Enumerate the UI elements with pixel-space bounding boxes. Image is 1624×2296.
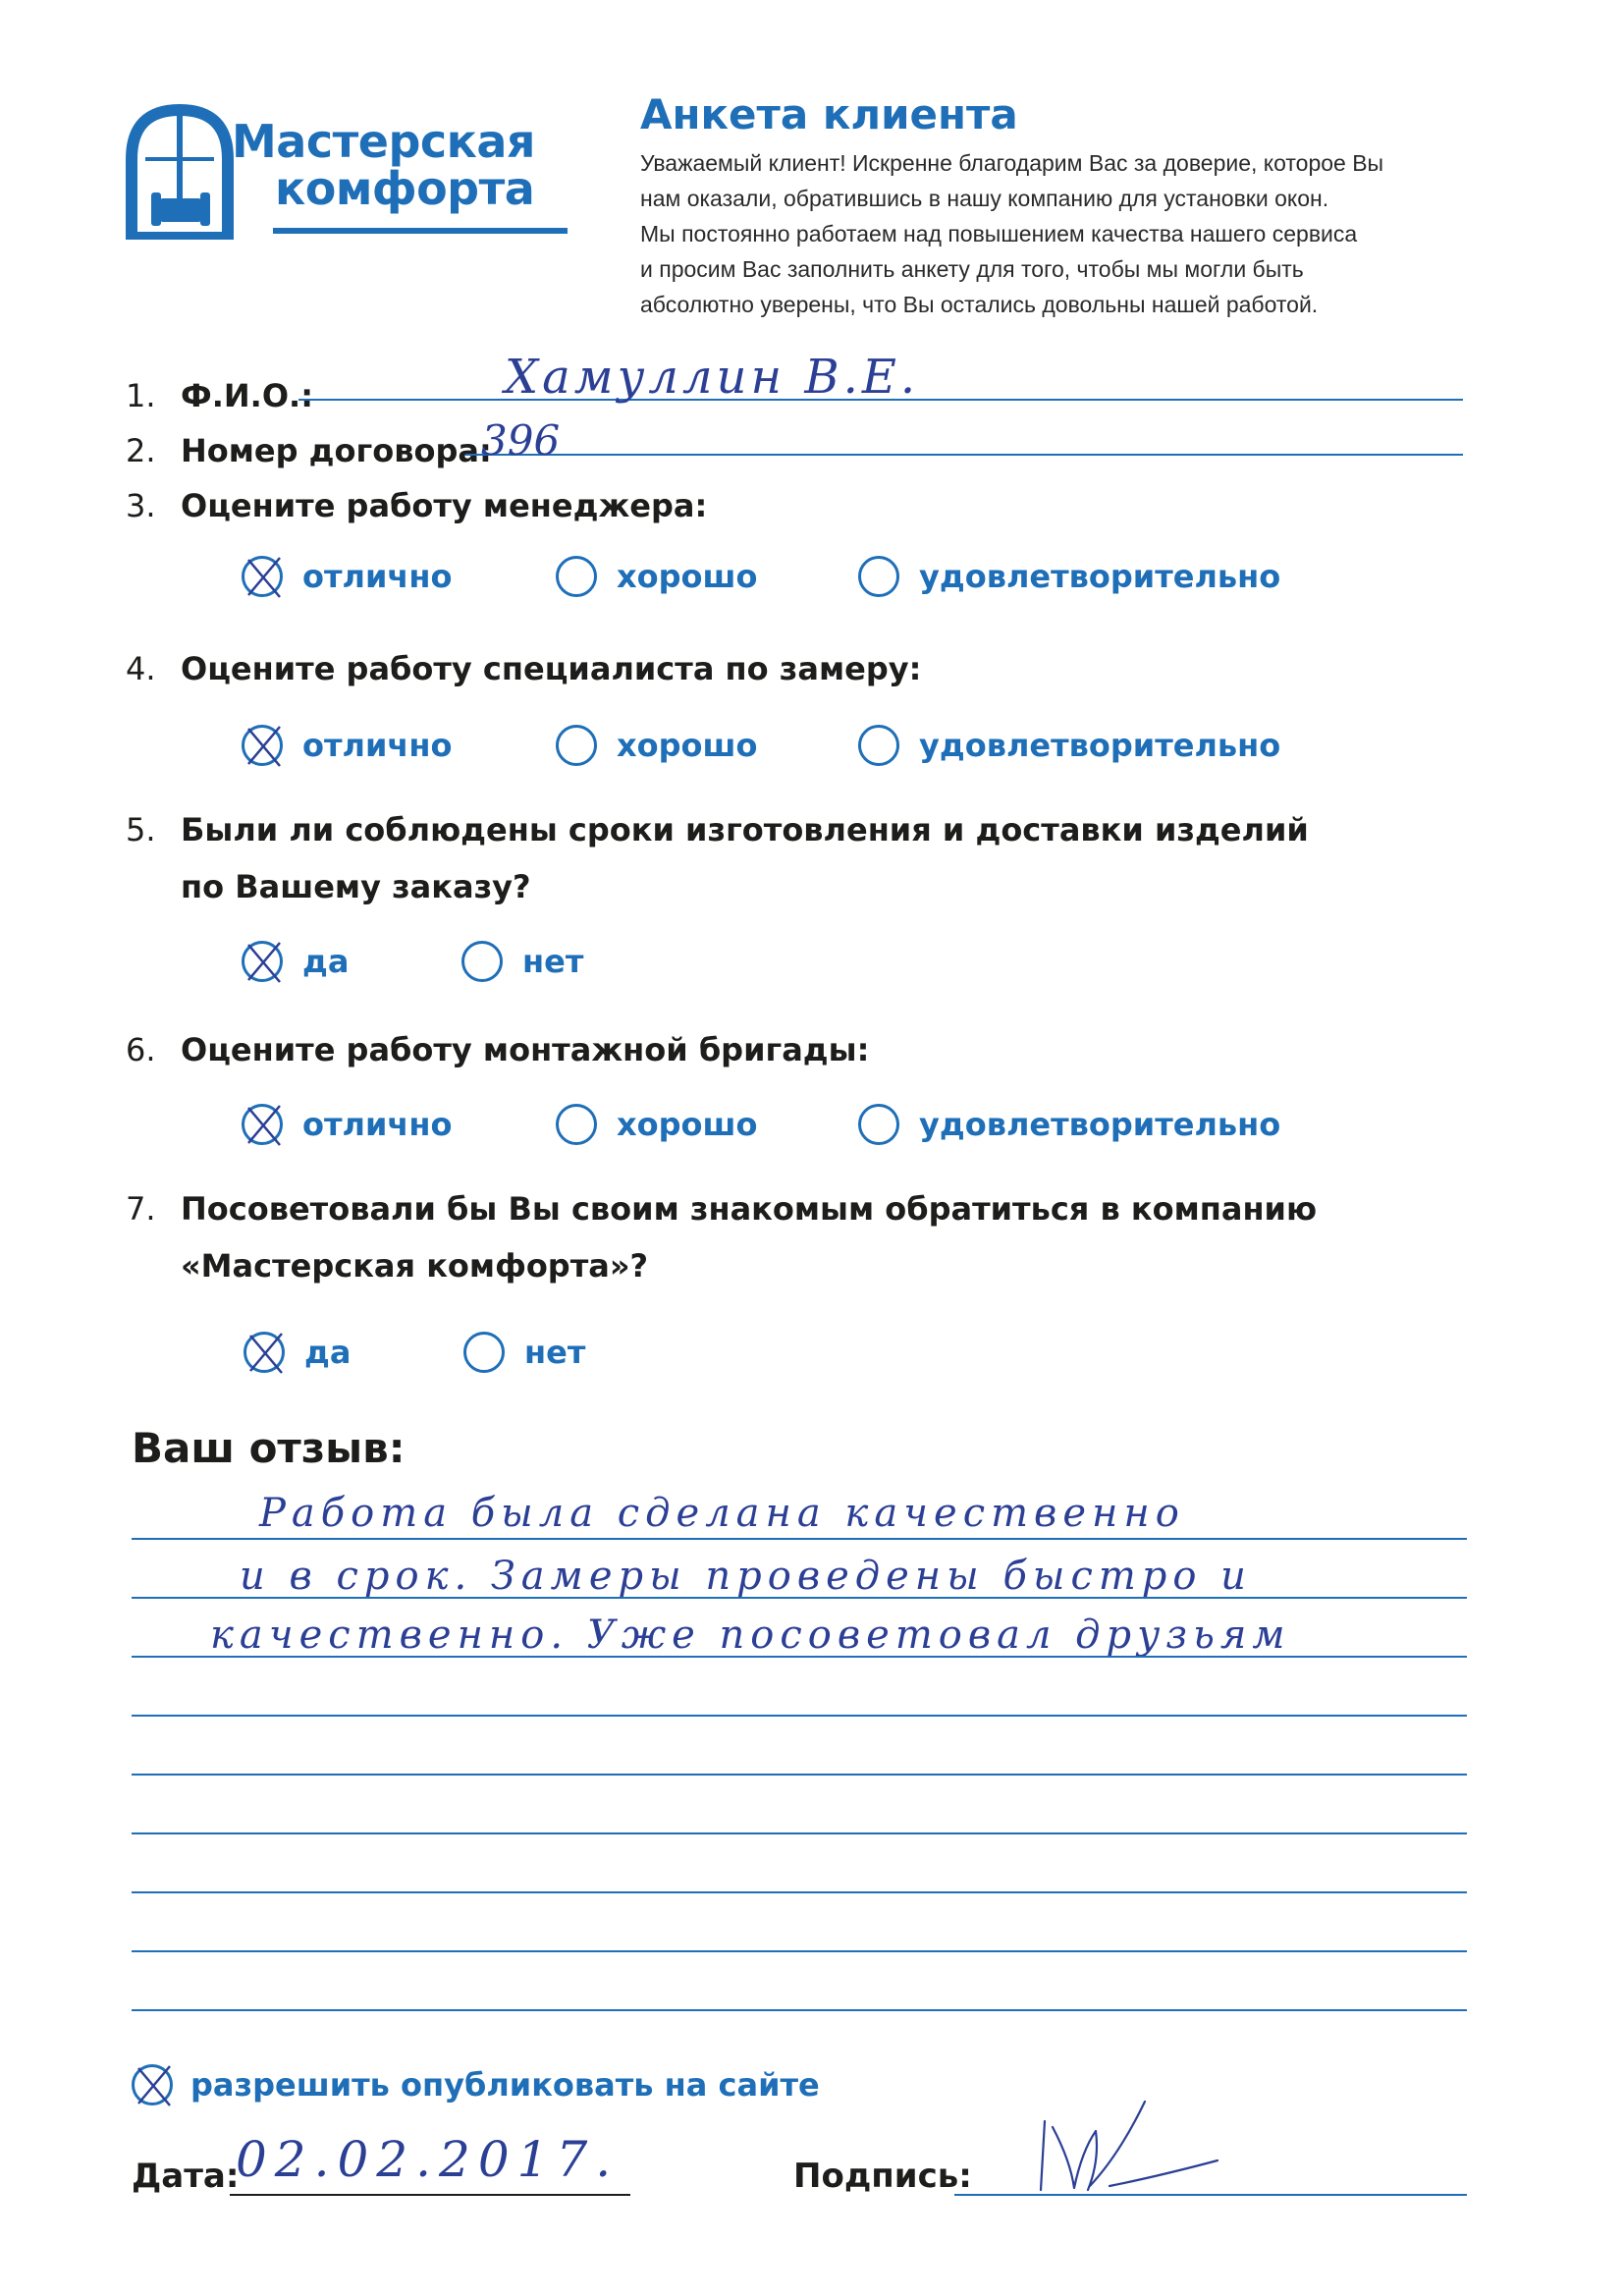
option-label: нет — [522, 943, 584, 980]
date-field[interactable] — [230, 2194, 630, 2196]
option-label: удовлетворительно — [919, 1106, 1281, 1143]
field-number: 2. — [126, 432, 156, 469]
x-mark-icon — [241, 723, 286, 770]
radio-checked-icon[interactable] — [132, 2064, 173, 2105]
radio-checked-icon[interactable] — [244, 1332, 285, 1373]
logo-underline — [273, 228, 568, 234]
review-line[interactable] — [132, 1597, 1467, 1599]
option-satisfactory[interactable] — [858, 725, 1280, 766]
logo-line-1: Мастерская — [232, 115, 535, 168]
radio-checked-icon[interactable] — [242, 725, 283, 766]
question-text: по Вашему заказу? — [181, 868, 531, 905]
x-mark-icon — [131, 2062, 176, 2109]
option-satisfactory[interactable] — [858, 556, 1280, 597]
field-number: 1. — [126, 377, 156, 414]
question-text: Были ли соблюдены сроки изготовления и доставки изделий — [181, 811, 1309, 848]
fio-label: Ф.И.О.: — [181, 377, 313, 414]
review-line[interactable] — [132, 1656, 1467, 1658]
option-no[interactable] — [463, 1332, 585, 1373]
intro-text — [640, 145, 1494, 322]
x-mark-icon — [241, 939, 286, 986]
question-number: 6. — [126, 1031, 156, 1068]
option-excellent[interactable] — [242, 1104, 452, 1145]
form-title: Анкета клиента — [640, 90, 1018, 138]
radio-icon[interactable] — [858, 725, 899, 766]
option-yes[interactable] — [244, 1332, 351, 1373]
publish-label: разрешить опубликовать на сайте — [190, 2066, 820, 2104]
question-number: 3. — [126, 487, 156, 524]
radio-checked-icon[interactable] — [242, 556, 283, 597]
option-label: хорошо — [617, 727, 758, 764]
radio-icon[interactable] — [556, 556, 597, 597]
logo-line-2: комфорта — [275, 162, 535, 215]
contract-label: Номер договора: — [181, 432, 492, 469]
intro-line: Мы постоянно работаем над повышением качества нашего сервиса — [640, 221, 1358, 246]
contract-value: 396 — [481, 416, 561, 465]
option-label: отлично — [302, 727, 453, 764]
option-label: удовлетворительно — [919, 558, 1281, 595]
radio-icon[interactable] — [556, 725, 597, 766]
radio-icon[interactable] — [461, 941, 503, 982]
date-label: Дата: — [132, 2157, 240, 2196]
question-text: Оцените работу монтажной бригады: — [181, 1031, 870, 1068]
company-logo — [126, 102, 548, 240]
question-text: Оцените работу менеджера: — [181, 487, 708, 524]
option-label: хорошо — [617, 1106, 758, 1143]
intro-line: Уважаемый клиент! Искренне благодарим Вас за доверие, которое Вы — [640, 150, 1384, 176]
intro-line: нам оказали, обратившись в нашу компанию для установки окон. — [640, 186, 1329, 211]
option-excellent[interactable] — [242, 556, 452, 597]
option-label: отлично — [302, 558, 453, 595]
intro-line: и просим Вас заполнить анкету для того, чтобы мы могли быть — [640, 256, 1304, 282]
radio-icon[interactable] — [858, 556, 899, 597]
review-line[interactable] — [132, 1832, 1467, 1834]
window-sofa-logo-icon — [126, 102, 234, 240]
contract-field[interactable] — [465, 454, 1463, 456]
option-good[interactable] — [556, 725, 757, 766]
question-text: «Мастерская комфорта»? — [181, 1247, 649, 1285]
publish-permission-option[interactable] — [132, 2064, 820, 2105]
option-satisfactory[interactable] — [858, 1104, 1280, 1145]
question-text: Оцените работу специалиста по замеру: — [181, 650, 922, 687]
review-text-line: и в срок. Замеры проведены быстро и — [240, 1554, 1252, 1599]
option-good[interactable] — [556, 556, 757, 597]
review-line[interactable] — [132, 1774, 1467, 1776]
option-label: хорошо — [617, 558, 758, 595]
option-excellent[interactable] — [242, 725, 452, 766]
option-label: отлично — [302, 1106, 453, 1143]
question-number: 5. — [126, 811, 156, 848]
review-line[interactable] — [132, 1715, 1467, 1717]
option-good[interactable] — [556, 1104, 757, 1145]
signature-label: Подпись: — [793, 2157, 972, 2196]
radio-icon[interactable] — [556, 1104, 597, 1145]
question-number: 7. — [126, 1190, 156, 1228]
review-line[interactable] — [132, 2009, 1467, 2011]
review-line[interactable] — [132, 1950, 1467, 1952]
option-yes[interactable] — [242, 941, 349, 982]
radio-checked-icon[interactable] — [242, 941, 283, 982]
radio-icon[interactable] — [463, 1332, 505, 1373]
x-mark-icon — [243, 1330, 288, 1377]
review-text-line: Работа была сделана качественно — [259, 1491, 1185, 1536]
option-label: да — [304, 1334, 352, 1371]
review-text-line: качественно. Уже посоветовал друзьям — [210, 1613, 1291, 1658]
review-line[interactable] — [132, 1891, 1467, 1893]
review-title: Ваш отзыв: — [132, 1424, 406, 1472]
option-label: нет — [524, 1334, 586, 1371]
radio-icon[interactable] — [858, 1104, 899, 1145]
option-label: удовлетворительно — [919, 727, 1281, 764]
option-label: да — [302, 943, 350, 980]
date-value: 02.02.2017. — [236, 2131, 620, 2188]
question-number: 4. — [126, 650, 156, 687]
option-no[interactable] — [461, 941, 583, 982]
intro-line: абсолютно уверены, что Вы остались довольны нашей работой. — [640, 292, 1319, 317]
review-line[interactable] — [132, 1538, 1467, 1540]
fio-value: Хамуллин В.Е. — [505, 350, 920, 405]
x-mark-icon — [241, 554, 286, 601]
radio-checked-icon[interactable] — [242, 1104, 283, 1145]
x-mark-icon — [241, 1102, 286, 1149]
question-text: Посоветовали бы Вы своим знакомым обратиться в компанию — [181, 1190, 1318, 1228]
signature-scribble-icon — [1031, 2092, 1227, 2200]
